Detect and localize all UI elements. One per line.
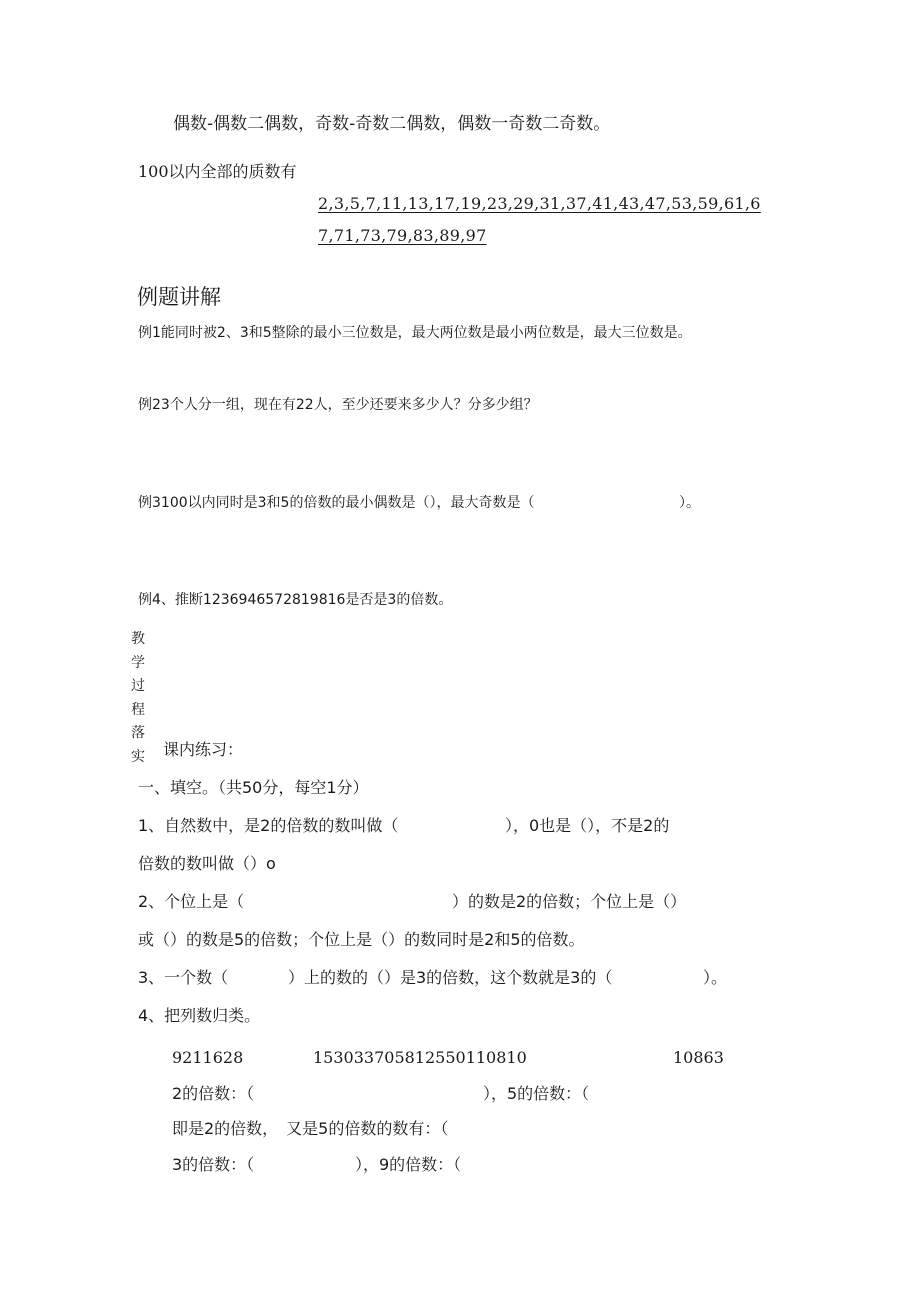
example-3-part1: 例3100以内同时是3和5的倍数的最小偶数是（），最大奇数是（ bbox=[138, 495, 535, 511]
question-2-part3: 或（）的数是5的倍数；个位上是（）的数同时是2和5的倍数。 bbox=[138, 930, 585, 949]
question-2-part2: ）的数是2的倍数；个位上是（） bbox=[452, 892, 687, 911]
side-label-char: 学 bbox=[131, 654, 145, 671]
side-label-char: 教 bbox=[131, 631, 145, 647]
side-label-char: 实 bbox=[131, 748, 145, 765]
question-1-part3: 倍数的数叫做（）o bbox=[138, 854, 276, 873]
question-1-part1: 1、自然数中，是2的倍数的数叫做（ bbox=[138, 816, 399, 835]
number-group-3: 10863 bbox=[673, 1048, 724, 1067]
example-2: 例23个人分一组，现在有22人，至少还要来多少人？分多少组？ bbox=[138, 397, 538, 413]
primes-intro: 100以内全部的质数有 bbox=[138, 162, 297, 181]
question-3-part1: 3、一个数（ bbox=[138, 968, 229, 987]
primes-list-line1: 2,3,5,7,11,13,17,19,23,29,31,37,41,43,47,53,59,61,6 bbox=[318, 194, 761, 213]
multiples-of-5-label: ），5的倍数：（ bbox=[483, 1084, 590, 1103]
side-label-teaching-process bbox=[129, 628, 147, 769]
examples-heading: 例题讲解 bbox=[137, 285, 221, 309]
multiples-of-2-label: 2的倍数：（ bbox=[172, 1084, 255, 1103]
multiples-of-both-label: 即是2的倍数， 又是5的倍数的数有：（ bbox=[172, 1119, 449, 1138]
parity-rules-line: 偶数-偶数二偶数，奇数-奇数二偶数，偶数一奇数二奇数。 bbox=[173, 114, 611, 134]
side-label-char: 落 bbox=[131, 725, 145, 741]
number-group-2: 15303370581255011081​0 bbox=[313, 1048, 527, 1067]
example-4: 例4、推断1236946572819816是否是3的倍数。 bbox=[138, 592, 453, 608]
side-label-char: 程 bbox=[131, 701, 145, 718]
multiples-of-9-label: ），9的倍数：（ bbox=[355, 1155, 462, 1174]
question-3-part2: ）上的数的（）是3的倍数，这个数就是3的（ bbox=[288, 968, 613, 987]
question-1-part2: ），0也是（），不是2的 bbox=[505, 816, 670, 835]
primes-list-line2: 7,71,73,79,83,89,97 bbox=[318, 226, 487, 245]
question-4: 4、把列数归类。 bbox=[138, 1006, 261, 1025]
side-label-char: 过 bbox=[131, 678, 145, 694]
example-1: 例1能同时被2、3和5整除的最小三位数是，最大两位数是最小两位数是，最大三位数是。 bbox=[138, 325, 692, 341]
question-2-part1: 2、个位上是（ bbox=[138, 892, 245, 911]
fill-in-section-title: 一、填空。（共50分，每空1分） bbox=[138, 778, 369, 797]
number-group-1: 9211628 bbox=[172, 1048, 244, 1067]
practice-title: 课内练习： bbox=[163, 740, 244, 759]
question-3-part3: ）。 bbox=[703, 968, 728, 987]
example-3-part2: ）。 bbox=[679, 495, 700, 511]
multiples-of-3-label: 3的倍数：（ bbox=[172, 1155, 255, 1174]
